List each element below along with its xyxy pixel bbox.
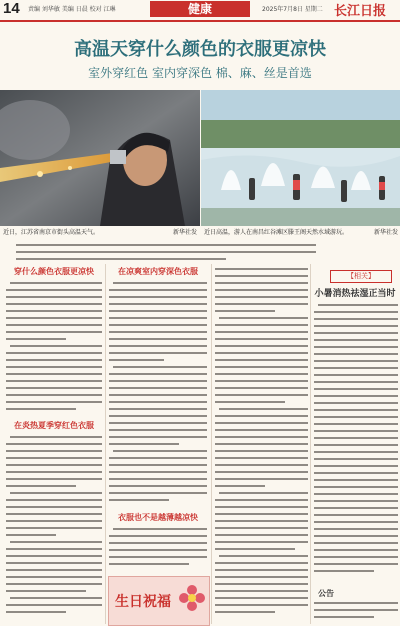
editor-credits: 责编 刘华敏 美编 日晨 校对 江琳 bbox=[28, 6, 116, 13]
page-number: 14 bbox=[3, 0, 20, 17]
photo-water-fountain-image bbox=[201, 90, 400, 226]
col1-subtitle: 在炎热夏季穿红色衣服 bbox=[14, 421, 94, 430]
sub-headline: 室外穿红色 室内穿深色 棉、麻、丝是首选 bbox=[88, 66, 312, 80]
intro-paragraph-lines bbox=[16, 243, 316, 263]
sidebar-body-lines bbox=[314, 302, 398, 580]
sidebar-headline: 小暑消热祛湿正当时 bbox=[314, 289, 396, 299]
photo-left-caption-text: 近日，江苏省南京市街头高温天气。 bbox=[3, 229, 100, 236]
column-divider-1 bbox=[105, 264, 106, 624]
col2-body-2-lines bbox=[109, 526, 207, 572]
col1-body-2-lines bbox=[6, 434, 102, 620]
col2-subtitle: 衣服也不是越薄越凉快 bbox=[118, 513, 198, 522]
issue-date: 2025年7月8日 星期二 bbox=[262, 6, 323, 13]
sidebar-topic-label: 【相关】 bbox=[330, 270, 392, 283]
main-headline: 高温天穿什么颜色的衣服更凉快 bbox=[74, 39, 326, 60]
intro-paragraph bbox=[16, 243, 316, 263]
column-divider-3 bbox=[310, 264, 311, 624]
notice-title: 公告 bbox=[318, 589, 334, 598]
section-banner: 健康 bbox=[150, 1, 250, 17]
sidebar-body bbox=[314, 302, 398, 580]
col3-body-lines bbox=[215, 266, 308, 620]
photo-child-drinking-image bbox=[0, 90, 200, 226]
notice-body-lines bbox=[314, 600, 398, 622]
photo-child-drinking bbox=[0, 90, 200, 226]
photo-water-fountain bbox=[201, 90, 400, 226]
birthday-ad-title: 生日祝福 bbox=[115, 594, 171, 610]
col2-title: 在凉爽室内穿深色衣服 bbox=[118, 267, 198, 276]
photo-left-credit: 新华社发 bbox=[172, 229, 197, 236]
col2-body bbox=[109, 280, 207, 510]
col1-title: 穿什么颜色衣服更凉快 bbox=[14, 267, 94, 276]
col3-body bbox=[215, 266, 308, 620]
photo-left-caption bbox=[3, 227, 197, 238]
col1-body-lines bbox=[6, 280, 102, 415]
column-divider-2 bbox=[211, 264, 212, 624]
photo-right-caption-text: 近日高温，游人在南昌红谷滩区滕王阁天然水域游玩。 bbox=[204, 229, 349, 236]
page-header bbox=[0, 0, 400, 20]
col2-body-lines bbox=[109, 280, 207, 510]
newspaper-logo: 长江日报 bbox=[334, 3, 387, 18]
photo-right-credit: 新华社发 bbox=[373, 229, 398, 236]
notice-body bbox=[314, 600, 398, 622]
birthday-ad bbox=[108, 576, 210, 626]
photo-right-caption bbox=[204, 227, 398, 238]
col2-body-2 bbox=[109, 526, 207, 572]
flower-icon bbox=[179, 585, 205, 611]
header-rule bbox=[0, 20, 400, 22]
col1-body bbox=[6, 280, 102, 415]
col1-body-2 bbox=[6, 434, 102, 620]
